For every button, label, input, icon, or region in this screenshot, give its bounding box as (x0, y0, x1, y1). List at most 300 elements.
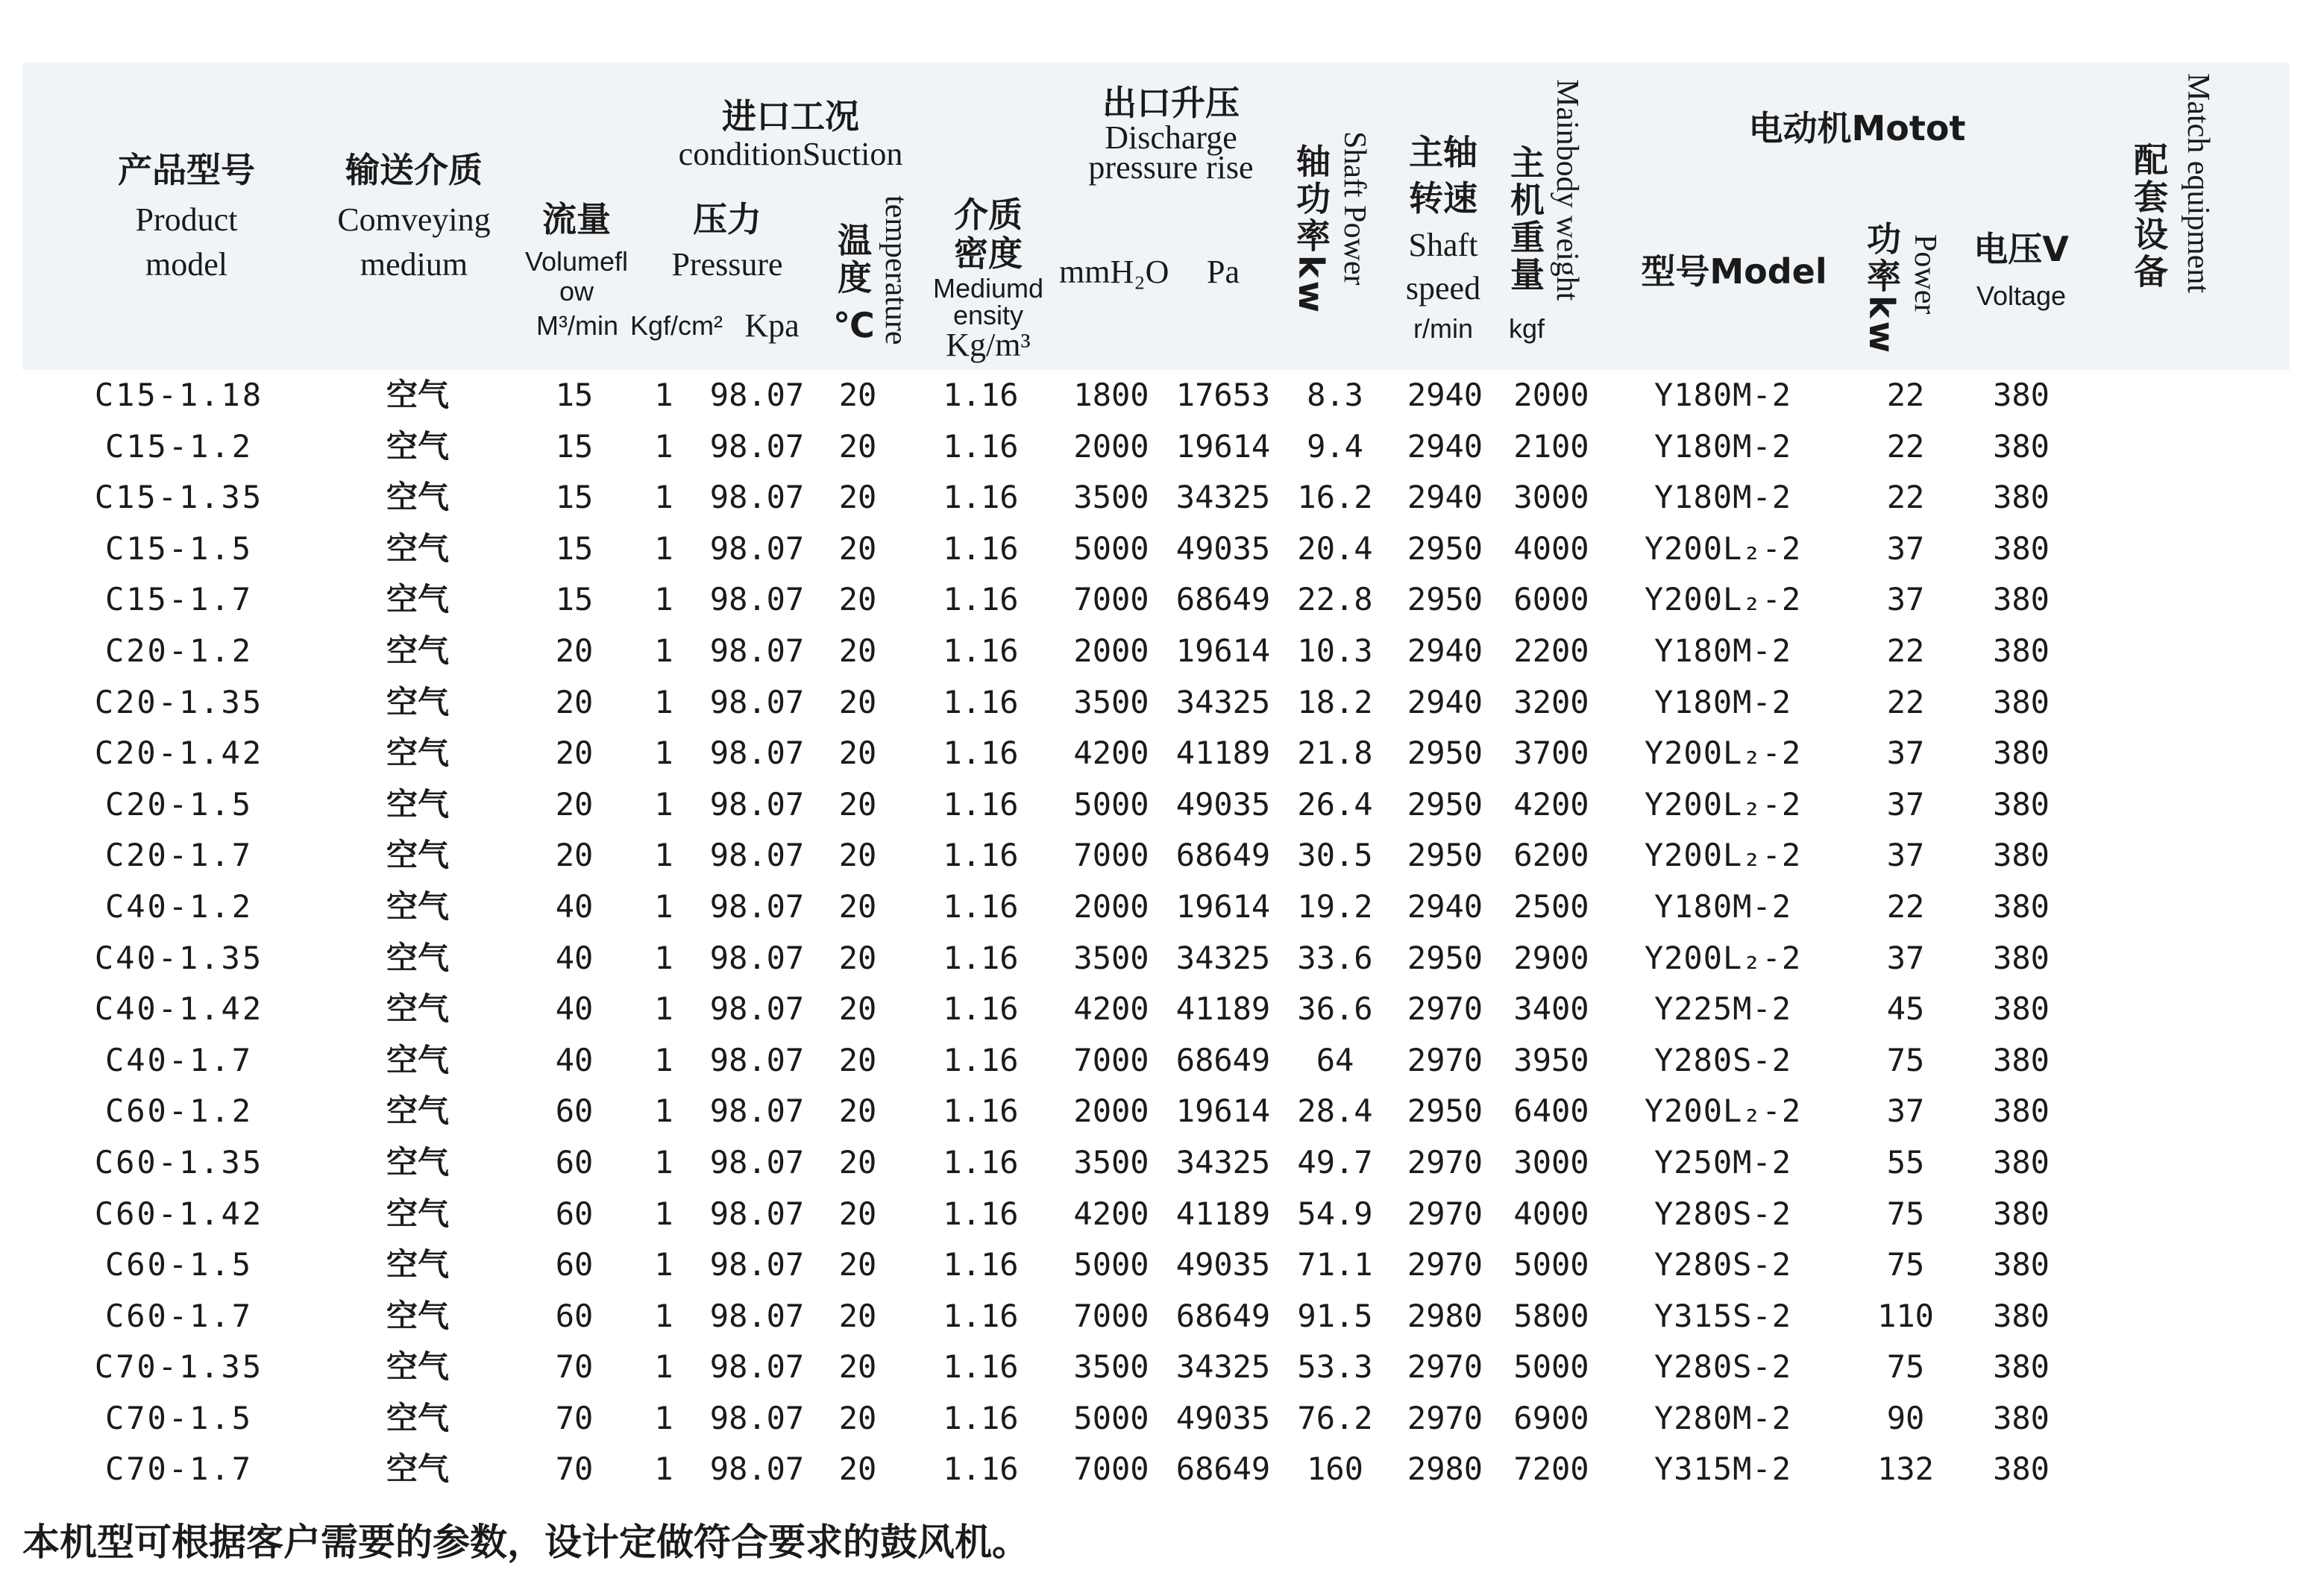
cell-weight: 2200 (1513, 632, 1589, 669)
cell-pa: 34325 (1175, 939, 1271, 976)
cell-medium: 空气 (386, 581, 449, 618)
cell-temp: 20 (838, 479, 877, 516)
cell-motor: Y200L₂-2 (1644, 1093, 1802, 1130)
header-product-model-en2: model (145, 246, 227, 283)
cell-temp: 20 (838, 990, 877, 1028)
cell-volt: 380 (1993, 632, 2050, 669)
cell-shaft: 10.3 (1297, 632, 1373, 669)
cell-temp: 20 (838, 1093, 877, 1130)
cell-dens: 1.16 (943, 939, 1019, 976)
cell-kgf: 1 (654, 1093, 673, 1130)
cell-power: 75 (1886, 1246, 1925, 1283)
cell-dens: 1.16 (943, 1093, 1019, 1130)
cell-motor: Y200L₂-2 (1644, 529, 1802, 567)
cell-kgf: 1 (654, 887, 673, 925)
cell-motor: Y250M-2 (1654, 1143, 1791, 1181)
cell-medium: 空气 (386, 735, 449, 772)
cell-motor: Y280M-2 (1654, 1399, 1791, 1436)
cell-flow: 20 (555, 785, 594, 823)
cell-mmh2o: 7000 (1073, 837, 1149, 874)
cell-kpa: 98.07 (709, 939, 805, 976)
header-inlet-zh: 进口工况 (722, 96, 859, 136)
header-inlet-en: conditionSuction (678, 136, 903, 172)
header-flow-zh: 流量 (542, 199, 611, 239)
cell-shaft: 21.8 (1297, 735, 1373, 772)
table-row (22, 1342, 2290, 1393)
cell-motor: Y180M-2 (1654, 427, 1791, 465)
cell-shaft: 30.5 (1297, 837, 1373, 874)
cell-pa: 34325 (1175, 479, 1271, 516)
cell-volt: 380 (1993, 1143, 2050, 1181)
cell-speed: 2940 (1407, 479, 1483, 516)
cell-shaft: 22.8 (1297, 581, 1373, 618)
cell-weight: 3200 (1513, 683, 1589, 720)
cell-medium: 空气 (386, 427, 449, 465)
cell-pa: 68649 (1175, 837, 1271, 874)
cell-temp: 20 (838, 1399, 877, 1436)
table-row (22, 1035, 2290, 1087)
cell-flow: 20 (555, 837, 594, 874)
cell-medium: 空气 (386, 785, 449, 823)
cell-kgf: 1 (654, 735, 673, 772)
cell-volt: 380 (1993, 377, 2050, 413)
cell-speed: 2970 (1407, 1246, 1483, 1283)
header-flow-unit: M³/min (536, 310, 618, 341)
cell-dens: 1.16 (943, 581, 1019, 618)
cell-kgf: 1 (654, 990, 673, 1028)
table-row (22, 370, 2290, 421)
cell-model: C60-1.5 (104, 1246, 253, 1283)
cell-power: 75 (1886, 1195, 1925, 1232)
cell-power: 22 (1886, 427, 1925, 465)
cell-power: 22 (1886, 887, 1925, 925)
cell-kpa: 98.07 (709, 735, 805, 772)
cell-weight: 2000 (1513, 377, 1589, 413)
cell-speed: 2940 (1407, 427, 1483, 465)
cell-pa: 68649 (1175, 581, 1271, 618)
cell-weight: 4000 (1513, 1195, 1589, 1232)
header-motor-group: 电动机Motot (1748, 108, 1966, 148)
cell-weight: 3000 (1513, 1143, 1589, 1181)
header-match-zh: 配套设备 (2129, 142, 2169, 291)
cell-pa: 68649 (1175, 1451, 1271, 1488)
header-voltage-en: Voltage (1976, 280, 2067, 311)
header-discharge-zh: 出口升压 (1102, 83, 1240, 123)
cell-kpa: 98.07 (709, 1246, 805, 1283)
cell-pa: 49035 (1175, 785, 1271, 823)
cell-dens: 1.16 (943, 1348, 1019, 1386)
cell-power: 37 (1886, 939, 1925, 976)
cell-speed: 2970 (1407, 1399, 1483, 1436)
cell-volt: 380 (1993, 1041, 2050, 1078)
cell-flow: 40 (555, 990, 594, 1028)
cell-medium: 空气 (386, 837, 449, 874)
cell-mmh2o: 5000 (1073, 1246, 1149, 1283)
cell-weight: 2500 (1513, 887, 1589, 925)
cell-model: C40-1.7 (104, 1041, 253, 1078)
cell-mmh2o: 3500 (1073, 1348, 1149, 1386)
cell-flow: 15 (555, 377, 594, 413)
cell-mmh2o: 5000 (1073, 529, 1149, 567)
cell-dens: 1.16 (943, 837, 1019, 874)
cell-kgf: 1 (654, 1348, 673, 1386)
cell-shaft: 33.6 (1297, 939, 1373, 976)
cell-model: C20-1.5 (104, 785, 253, 823)
cell-dens: 1.16 (943, 1041, 1019, 1078)
cell-shaft: 19.2 (1297, 887, 1373, 925)
cell-kpa: 98.07 (709, 1195, 805, 1232)
cell-volt: 380 (1993, 1093, 2050, 1130)
header-density-en1: Mediumd (932, 273, 1044, 304)
cell-volt: 380 (1993, 887, 2050, 925)
cell-pa: 68649 (1175, 1041, 1271, 1078)
cell-flow: 60 (555, 1143, 594, 1181)
cell-pa: 19614 (1175, 632, 1271, 669)
cell-pa: 34325 (1175, 1348, 1271, 1386)
cell-motor: Y200L₂-2 (1644, 837, 1802, 874)
cell-kgf: 1 (654, 1246, 673, 1283)
cell-flow: 20 (555, 632, 594, 669)
cell-medium: 空气 (386, 683, 449, 720)
cell-flow: 40 (555, 1041, 594, 1078)
cell-mmh2o: 1800 (1073, 377, 1149, 413)
cell-flow: 40 (555, 939, 594, 976)
cell-pa: 49035 (1175, 529, 1271, 567)
cell-speed: 2980 (1407, 1297, 1483, 1334)
cell-shaft: 8.3 (1307, 377, 1363, 413)
cell-temp: 20 (838, 1041, 877, 1078)
cell-flow: 70 (555, 1451, 594, 1488)
cell-mmh2o: 3500 (1073, 1143, 1149, 1181)
cell-kpa: 98.07 (709, 785, 805, 823)
cell-kgf: 1 (654, 377, 673, 413)
cell-motor: Y200L₂-2 (1644, 581, 1802, 618)
cell-kgf: 1 (654, 479, 673, 516)
table-row (22, 626, 2290, 677)
cell-speed: 2940 (1407, 887, 1483, 925)
cell-temp: 20 (838, 1451, 877, 1488)
cell-medium: 空气 (386, 529, 449, 567)
cell-flow: 40 (555, 887, 594, 925)
cell-flow: 20 (555, 735, 594, 772)
cell-power: 37 (1886, 837, 1925, 874)
cell-speed: 2950 (1407, 581, 1483, 618)
cell-dens: 1.16 (943, 632, 1019, 669)
cell-medium: 空气 (386, 1195, 449, 1232)
table-row (22, 1086, 2290, 1137)
cell-shaft: 49.7 (1297, 1143, 1373, 1181)
cell-model: C70-1.5 (104, 1399, 253, 1436)
cell-temp: 20 (838, 1246, 877, 1283)
cell-model: C20-1.42 (94, 735, 264, 772)
cell-model: C15-1.2 (104, 427, 253, 465)
cell-kgf: 1 (654, 1451, 673, 1488)
cell-volt: 380 (1993, 990, 2050, 1028)
cell-model: C70-1.35 (94, 1348, 264, 1386)
cell-dens: 1.16 (943, 735, 1019, 772)
cell-model: C15-1.35 (94, 479, 264, 516)
cell-temp: 20 (838, 887, 877, 925)
cell-kpa: 98.07 (709, 990, 805, 1028)
cell-model: C20-1.35 (94, 683, 264, 720)
table-row (22, 1444, 2290, 1495)
cell-model: C40-1.2 (104, 887, 253, 925)
cell-pa: 19614 (1175, 887, 1271, 925)
cell-dens: 1.16 (943, 1195, 1019, 1232)
cell-volt: 380 (1993, 1246, 2050, 1283)
cell-power: 37 (1886, 529, 1925, 567)
cell-motor: Y200L₂-2 (1644, 735, 1802, 772)
cell-dens: 1.16 (943, 990, 1019, 1028)
cell-power: 110 (1877, 1297, 1934, 1334)
cell-temp: 20 (838, 1348, 877, 1386)
table-row (22, 728, 2290, 779)
cell-mmh2o: 3500 (1073, 479, 1149, 516)
cell-pa: 17653 (1175, 377, 1271, 413)
cell-shaft: 53.3 (1297, 1348, 1373, 1386)
cell-speed: 2970 (1407, 1195, 1483, 1232)
cell-medium: 空气 (386, 479, 449, 516)
cell-weight: 6900 (1513, 1399, 1589, 1436)
cell-kgf: 1 (654, 939, 673, 976)
cell-medium: 空气 (386, 887, 449, 925)
cell-model: C40-1.42 (94, 990, 264, 1028)
cell-temp: 20 (838, 581, 877, 618)
header-speed-zh1: 主轴 (1409, 132, 1477, 172)
cell-dens: 1.16 (943, 1297, 1019, 1334)
cell-model: C15-1.7 (104, 581, 253, 618)
cell-speed: 2940 (1407, 683, 1483, 720)
cell-dens: 1.16 (943, 683, 1019, 720)
cell-temp: 20 (838, 939, 877, 976)
cell-weight: 6000 (1513, 581, 1589, 618)
cell-motor: Y315S-2 (1654, 1297, 1791, 1334)
header-product-model-zh: 产品型号 (118, 150, 255, 190)
cell-model: C20-1.2 (104, 632, 253, 669)
table-row (22, 830, 2290, 881)
cell-motor: Y315M-2 (1654, 1451, 1791, 1488)
cell-motor: Y225M-2 (1654, 990, 1791, 1028)
cell-kpa: 98.07 (709, 1041, 805, 1078)
cell-model: C20-1.7 (104, 837, 253, 874)
cell-weight: 2900 (1513, 939, 1589, 976)
table-header (22, 63, 2290, 370)
cell-volt: 380 (1993, 1348, 2050, 1386)
cell-shaft: 9.4 (1307, 427, 1363, 465)
cell-motor: Y200L₂-2 (1644, 785, 1802, 823)
header-voltage-zh: 电压V (1973, 229, 2069, 269)
cell-shaft: 20.4 (1297, 529, 1373, 567)
cell-mmh2o: 2000 (1073, 1093, 1149, 1130)
cell-mmh2o: 2000 (1073, 632, 1149, 669)
cell-medium: 空气 (386, 1041, 449, 1078)
cell-motor: Y200L₂-2 (1644, 939, 1802, 976)
cell-power: 132 (1877, 1451, 1934, 1488)
header-pressure-zh: 压力 (693, 199, 761, 239)
header-temperature-en: temperature (879, 195, 913, 345)
header-shaft-power-en: Shaft Power (1337, 131, 1372, 286)
cell-model: C15-1.5 (104, 529, 253, 567)
cell-dens: 1.16 (943, 887, 1019, 925)
cell-pa: 19614 (1175, 1093, 1271, 1130)
cell-temp: 20 (838, 1143, 877, 1181)
cell-pa: 34325 (1175, 1143, 1271, 1181)
cell-pa: 41189 (1175, 1195, 1271, 1232)
header-temperature-zh: 温度 (832, 222, 873, 297)
header-weight-en: Mainbody weight (1550, 79, 1584, 301)
header-pressure-en: Pressure (671, 246, 783, 283)
header-flow-en2: ow (559, 276, 594, 307)
cell-flow: 60 (555, 1195, 594, 1232)
cell-flow: 60 (555, 1297, 594, 1334)
cell-model: C40-1.35 (94, 939, 264, 976)
table-row (22, 984, 2290, 1035)
table-row (22, 779, 2290, 831)
cell-kgf: 1 (654, 1195, 673, 1232)
cell-temp: 20 (838, 1195, 877, 1232)
cell-weight: 4000 (1513, 529, 1589, 567)
cell-power: 45 (1886, 990, 1925, 1028)
cell-speed: 2970 (1407, 1348, 1483, 1386)
header-density-en2: ensity (952, 300, 1024, 330)
cell-weight: 5000 (1513, 1246, 1589, 1283)
cell-medium: 空气 (386, 1348, 449, 1386)
cell-motor: Y180M-2 (1654, 377, 1791, 413)
table-row (22, 881, 2290, 933)
cell-speed: 2940 (1407, 632, 1483, 669)
cell-motor: Y180M-2 (1654, 683, 1791, 720)
cell-dens: 1.16 (943, 377, 1019, 413)
cell-shaft: 18.2 (1297, 683, 1373, 720)
cell-shaft: 76.2 (1297, 1399, 1373, 1436)
cell-dens: 1.16 (943, 1399, 1019, 1436)
cell-temp: 20 (838, 529, 877, 567)
cell-mmh2o: 4200 (1073, 1195, 1149, 1232)
cell-power: 22 (1886, 377, 1925, 413)
cell-temp: 20 (838, 785, 877, 823)
cell-kgf: 1 (654, 837, 673, 874)
cell-medium: 空气 (386, 990, 449, 1028)
footnote: 本机型可根据客户需要的参数，设计定做符合要求的鼓风机。 (22, 1521, 1029, 1564)
cell-temp: 20 (838, 632, 877, 669)
cell-medium: 空气 (386, 1246, 449, 1283)
cell-kgf: 1 (654, 581, 673, 618)
cell-pa: 19614 (1175, 427, 1271, 465)
cell-motor: Y280S-2 (1654, 1195, 1791, 1232)
cell-mmh2o: 5000 (1073, 1399, 1149, 1436)
header-speed-unit: r/min (1413, 313, 1473, 344)
cell-weight: 3700 (1513, 735, 1589, 772)
cell-volt: 380 (1993, 529, 2050, 567)
cell-flow: 60 (555, 1093, 594, 1130)
cell-dens: 1.16 (943, 1143, 1019, 1181)
cell-kpa: 98.07 (709, 1093, 805, 1130)
cell-kpa: 98.07 (709, 377, 805, 413)
cell-kpa: 98.07 (709, 1348, 805, 1386)
cell-medium: 空气 (386, 1399, 449, 1436)
cell-dens: 1.16 (943, 1246, 1019, 1283)
cell-speed: 2950 (1407, 529, 1483, 567)
cell-kgf: 1 (654, 427, 673, 465)
cell-power: 75 (1886, 1348, 1925, 1386)
cell-power: 90 (1886, 1399, 1925, 1436)
cell-flow: 70 (555, 1399, 594, 1436)
cell-medium: 空气 (386, 1451, 449, 1488)
header-discharge-en1: Discharge (1105, 119, 1237, 156)
cell-flow: 70 (555, 1348, 594, 1386)
table-row (22, 421, 2290, 473)
header-weight-zh: 主机重量 (1505, 145, 1545, 294)
cell-medium: 空气 (386, 939, 449, 976)
cell-shaft: 160 (1307, 1451, 1363, 1488)
cell-motor: Y280S-2 (1654, 1348, 1791, 1386)
cell-kgf: 1 (654, 632, 673, 669)
cell-model: C70-1.7 (104, 1451, 253, 1488)
cell-mmh2o: 2000 (1073, 887, 1149, 925)
cell-temp: 20 (838, 1297, 877, 1334)
cell-kpa: 98.07 (709, 632, 805, 669)
cell-mmh2o: 2000 (1073, 427, 1149, 465)
cell-shaft: 16.2 (1297, 479, 1373, 516)
cell-kpa: 98.07 (709, 1399, 805, 1436)
cell-motor: Y180M-2 (1654, 479, 1791, 516)
header-speed-zh2: 转速 (1409, 178, 1477, 219)
cell-kpa: 98.07 (709, 479, 805, 516)
cell-weight: 3950 (1513, 1041, 1589, 1078)
cell-power: 22 (1886, 683, 1925, 720)
header-discharge-en2: pressure rise (1088, 149, 1254, 186)
header-pressure-unit-kgf: Kgf/cm² (629, 310, 723, 341)
cell-kpa: 98.07 (709, 1297, 805, 1334)
cell-pa: 49035 (1175, 1246, 1271, 1283)
header-flow-en1: Volumefl (524, 246, 629, 277)
cell-pa: 49035 (1175, 1399, 1271, 1436)
cell-weight: 6400 (1513, 1093, 1589, 1130)
cell-speed: 2970 (1407, 1041, 1483, 1078)
header-pressure-unit-kpa: Kpa (744, 307, 800, 344)
cell-power: 37 (1886, 735, 1925, 772)
header-medium-en2: medium (359, 246, 468, 283)
cell-flow: 20 (555, 683, 594, 720)
cell-mmh2o: 7000 (1073, 581, 1149, 618)
cell-volt: 380 (1993, 427, 2050, 465)
cell-medium: 空气 (386, 632, 449, 669)
cell-temp: 20 (838, 377, 877, 413)
cell-speed: 2950 (1407, 735, 1483, 772)
cell-volt: 380 (1993, 1297, 2050, 1334)
header-match-en: Match equipment (2181, 73, 2215, 294)
cell-weight: 3400 (1513, 990, 1589, 1028)
cell-weight: 6200 (1513, 837, 1589, 874)
cell-kgf: 1 (654, 683, 673, 720)
cell-model: C60-1.7 (104, 1297, 253, 1334)
cell-mmh2o: 3500 (1073, 683, 1149, 720)
cell-flow: 60 (555, 1246, 594, 1283)
cell-mmh2o: 4200 (1073, 735, 1149, 772)
cell-kgf: 1 (654, 529, 673, 567)
cell-weight: 4200 (1513, 785, 1589, 823)
cell-volt: 380 (1993, 1399, 2050, 1436)
cell-weight: 2100 (1513, 427, 1589, 465)
cell-volt: 380 (1993, 1195, 2050, 1232)
cell-power: 37 (1886, 1093, 1925, 1130)
cell-power: 75 (1886, 1041, 1925, 1078)
cell-volt: 380 (1993, 837, 2050, 874)
cell-speed: 2970 (1407, 1143, 1483, 1181)
table-body (22, 370, 2290, 1495)
cell-power: 55 (1886, 1143, 1925, 1181)
header-discharge-unit-mm: mmH₂O (1059, 254, 1169, 290)
